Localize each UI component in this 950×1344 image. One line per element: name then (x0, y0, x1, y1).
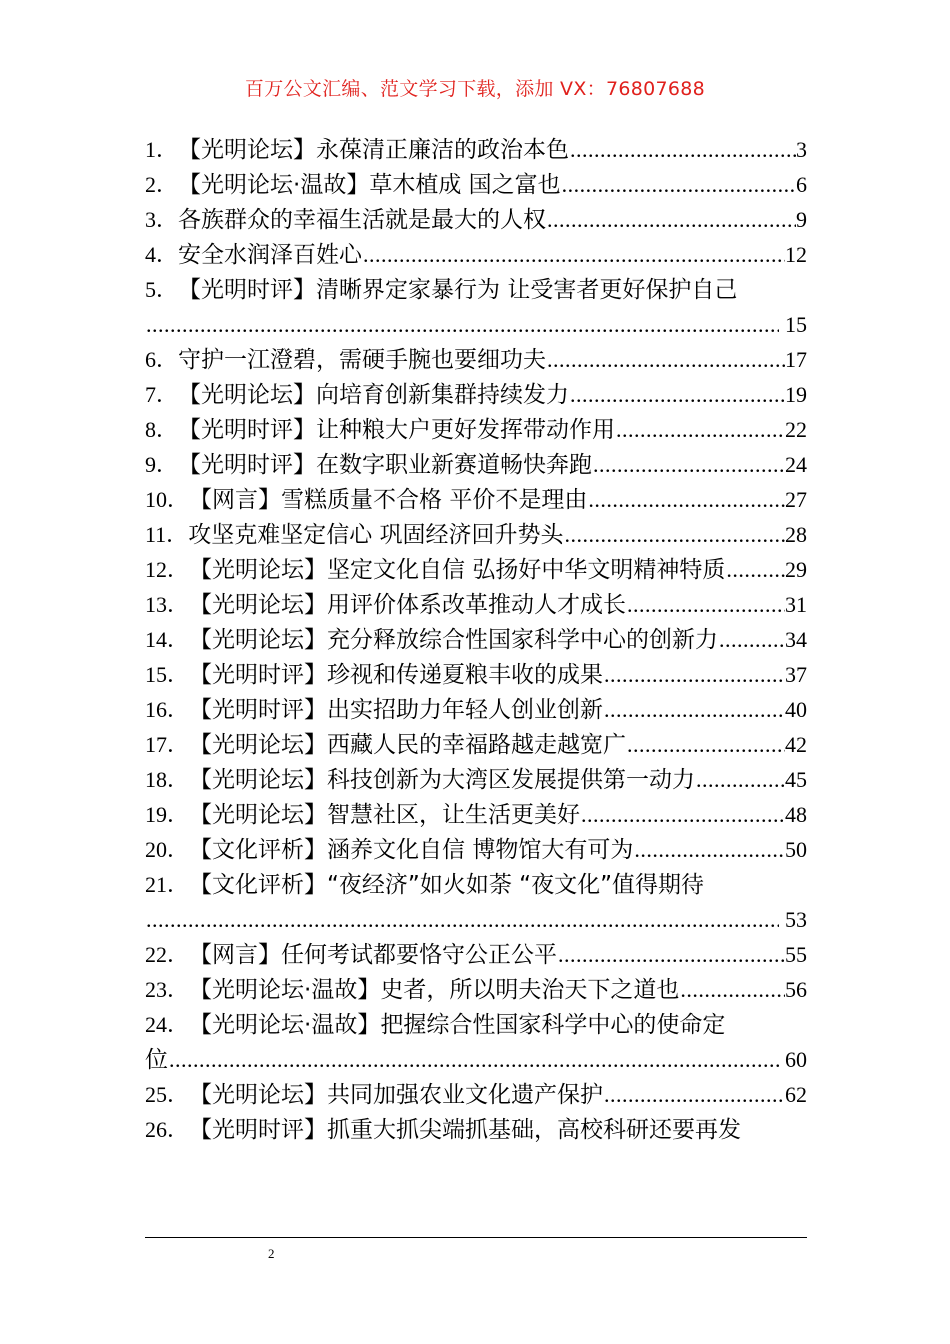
toc-entry-number: 25． (145, 1082, 190, 1107)
toc-entry[interactable] (145, 482, 807, 517)
toc-leader-dots (679, 972, 785, 1007)
toc-entry-page: 50 (785, 837, 807, 862)
toc-entry[interactable] (145, 972, 807, 1007)
toc-entry-number: 22． (145, 942, 190, 967)
toc-entry-number: 12． (145, 557, 190, 582)
toc-entry[interactable] (145, 342, 807, 377)
toc-entry-page: 28 (785, 522, 807, 547)
toc-entry-page: 37 (785, 662, 807, 687)
toc-entry-title: 【光明时评】清晰界定家暴行为 让受害者更好保护自己 (178, 277, 738, 303)
toc-entry-number: 8． (145, 417, 179, 442)
toc-leader-dots (580, 797, 785, 832)
toc-leader-dots (603, 657, 785, 692)
toc-entry-title: 【光明时评】在数字职业新赛道畅快奔跑 (178, 452, 593, 478)
toc-entry-title: 【光明时评】让种粮大户更好发挥带动作用 (178, 417, 616, 443)
toc-entry[interactable] (145, 937, 807, 972)
toc-leader-dots (145, 902, 779, 937)
toc-entry-title: 【光明论坛】用评价体系改革推动人才成长 (189, 592, 627, 618)
toc-entry-page: 3 (796, 137, 807, 162)
toc-leader-dots (695, 762, 785, 797)
toc-entry-title: 【光明时评】珍视和传递夏粮丰收的成果 (189, 662, 604, 688)
toc-entry[interactable] (145, 202, 807, 237)
toc-leader-dots (546, 202, 796, 237)
toc-entry-number: 14． (145, 627, 190, 652)
toc-entry-number: 26． (145, 1117, 190, 1142)
toc-entry-number: 4． (145, 242, 179, 267)
toc-entry-page: 29 (785, 557, 807, 582)
toc-entry[interactable] (145, 1007, 807, 1042)
toc-entry-title: 守护一江澄碧，需硬手腕也要细功夫 (178, 347, 547, 373)
toc-leader-dots (561, 167, 796, 202)
toc-entry-title: 【光明时评】抓重大抓尖端抓基础，高校科研还要再发 (189, 1117, 742, 1143)
toc-entry[interactable] (145, 412, 807, 447)
toc-entry[interactable] (145, 1077, 807, 1112)
toc-entry-number: 9． (145, 452, 179, 477)
toc-entry[interactable] (145, 762, 807, 797)
toc-entry-title: 【光明时评】出实招助力年轻人创业创新 (189, 697, 604, 723)
toc-entry-number: 17． (145, 732, 190, 757)
toc-entry-title: 【文化评析】“夜经济”如火如荼 “夜文化”值得期待 (189, 872, 704, 898)
toc-entry-page: 62 (785, 1082, 807, 1107)
toc-entry-number: 11． (145, 522, 189, 547)
toc-entry-continuation (145, 1042, 807, 1077)
toc-entry-number: 6． (145, 347, 179, 372)
toc-leader-dots (587, 482, 785, 517)
toc-leader-dots (569, 132, 796, 167)
toc-entry-title: 【光明论坛·温故】把握综合性国家科学中心的使命定 (189, 1012, 726, 1038)
toc-entry-number: 7． (145, 382, 179, 407)
toc-entry-title: 【光明论坛·温故】草木植成 国之富也 (178, 172, 561, 198)
toc-leader-dots (626, 587, 785, 622)
toc-entry-title: 【文化评析】涵养文化自信 博物馆大有可为 (189, 837, 634, 863)
toc-entry[interactable] (145, 237, 807, 272)
toc-leader-dots (569, 377, 785, 412)
toc-leader-dots (168, 1042, 779, 1077)
toc-leader-dots (145, 307, 779, 342)
toc-entry[interactable] (145, 692, 807, 727)
toc-entry-page: 40 (785, 697, 807, 722)
toc-entry-page: 27 (785, 487, 807, 512)
toc-entry-title: 【光明论坛】智慧社区，让生活更美好 (189, 802, 581, 828)
toc-entry-title-continued: 位 (145, 1047, 168, 1073)
toc-entry-title: 各族群众的幸福生活就是最大的人权 (178, 207, 547, 233)
toc-entry[interactable] (145, 622, 807, 657)
toc-entry-number: 13． (145, 592, 190, 617)
toc-entry-title: 【网言】任何考试都要恪守公正公平 (189, 942, 558, 968)
toc-entry[interactable] (145, 377, 807, 412)
footer-page-number: 2 (268, 1246, 275, 1261)
toc-entry[interactable] (145, 272, 807, 307)
promo-header: 百万公文汇编、范文学习下载，添加 VX：76807688 (244, 78, 706, 100)
toc-leader-dots (592, 447, 785, 482)
toc-entry[interactable] (145, 132, 807, 167)
toc-entry-title: 【光明论坛】永葆清正廉洁的政治本色 (178, 137, 570, 163)
toc-entry-title: 【光明论坛】共同加强农业文化遗产保护 (189, 1082, 604, 1108)
toc-entry-page: 42 (785, 732, 807, 757)
toc-entry-page: 53 (785, 907, 807, 932)
toc-entry[interactable] (145, 1112, 807, 1147)
toc-entry-title: 【光明论坛·温故】史者，所以明夫治天下之道也 (189, 977, 680, 1003)
toc-entry-number: 24． (145, 1012, 190, 1037)
toc-entry-number: 10． (145, 487, 190, 512)
toc-entry[interactable] (145, 552, 807, 587)
toc-entry[interactable] (145, 657, 807, 692)
toc-entry-number: 20． (145, 837, 190, 862)
toc-entry-number: 5． (145, 277, 179, 302)
toc-entry-page: 48 (785, 802, 807, 827)
toc-entry-title: 【光明论坛】坚定文化自信 弘扬好中华文明精神特质 (189, 557, 726, 583)
toc-leader-dots (725, 552, 785, 587)
toc-entry-page: 45 (785, 767, 807, 792)
toc-entry-page: 56 (785, 977, 807, 1002)
toc-entry-page: 34 (785, 627, 807, 652)
toc-entry[interactable] (145, 867, 807, 902)
toc-entry[interactable] (145, 832, 807, 867)
toc-entry[interactable] (145, 797, 807, 832)
toc-leader-dots (718, 622, 785, 657)
toc-entry-page: 24 (785, 452, 807, 477)
toc-entry-page: 55 (785, 942, 807, 967)
toc-leader-dots (603, 1077, 785, 1112)
toc-entry-page: 17 (785, 347, 807, 372)
toc-entry-number: 18． (145, 767, 190, 792)
toc-entry-page: 31 (785, 592, 807, 617)
toc-leader-dots (362, 237, 785, 272)
table-of-contents (145, 132, 807, 1147)
toc-entry-title: 【光明论坛】向培育创新集群持续发力 (178, 382, 570, 408)
toc-entry-number: 1． (145, 137, 179, 162)
toc-entry-continuation (145, 902, 807, 937)
toc-entry-number: 15． (145, 662, 190, 687)
toc-entry-page: 22 (785, 417, 807, 442)
toc-entry-continuation (145, 307, 807, 342)
toc-leader-dots (546, 342, 785, 377)
toc-entry-title: 【光明论坛】充分释放综合性国家科学中心的创新力 (189, 627, 719, 653)
toc-leader-dots (557, 937, 785, 972)
toc-entry[interactable] (145, 587, 807, 622)
toc-entry[interactable] (145, 517, 807, 552)
toc-entry-number: 3． (145, 207, 179, 232)
toc-entry-page: 15 (785, 312, 807, 337)
toc-entry-title: 【光明论坛】科技创新为大湾区发展提供第一动力 (189, 767, 696, 793)
toc-entry-title: 攻坚克难坚定信心 巩固经济回升势头 (188, 522, 564, 548)
toc-entry-page: 9 (796, 207, 807, 232)
toc-leader-dots (603, 692, 785, 727)
toc-entry-number: 21． (145, 872, 190, 897)
toc-entry[interactable] (145, 167, 807, 202)
toc-entry-number: 19． (145, 802, 190, 827)
toc-entry-page: 60 (785, 1047, 807, 1072)
toc-entry-page: 12 (785, 242, 807, 267)
toc-entry-page: 6 (796, 172, 807, 197)
toc-entry-number: 2． (145, 172, 179, 197)
footer-divider (145, 1237, 807, 1238)
toc-entry-title: 安全水润泽百姓心 (178, 242, 363, 268)
toc-leader-dots (633, 832, 785, 867)
toc-entry[interactable] (145, 727, 807, 762)
toc-leader-dots (626, 727, 785, 762)
toc-leader-dots (615, 412, 785, 447)
toc-entry-title: 【网言】雪糕质量不合格 平价不是理由 (189, 487, 588, 513)
toc-entry-number: 16． (145, 697, 190, 722)
toc-entry[interactable] (145, 447, 807, 482)
toc-entry-number: 23． (145, 977, 190, 1002)
toc-entry-page: 19 (785, 382, 807, 407)
toc-entry-title: 【光明论坛】西藏人民的幸福路越走越宽广 (189, 732, 627, 758)
toc-leader-dots (564, 517, 786, 552)
